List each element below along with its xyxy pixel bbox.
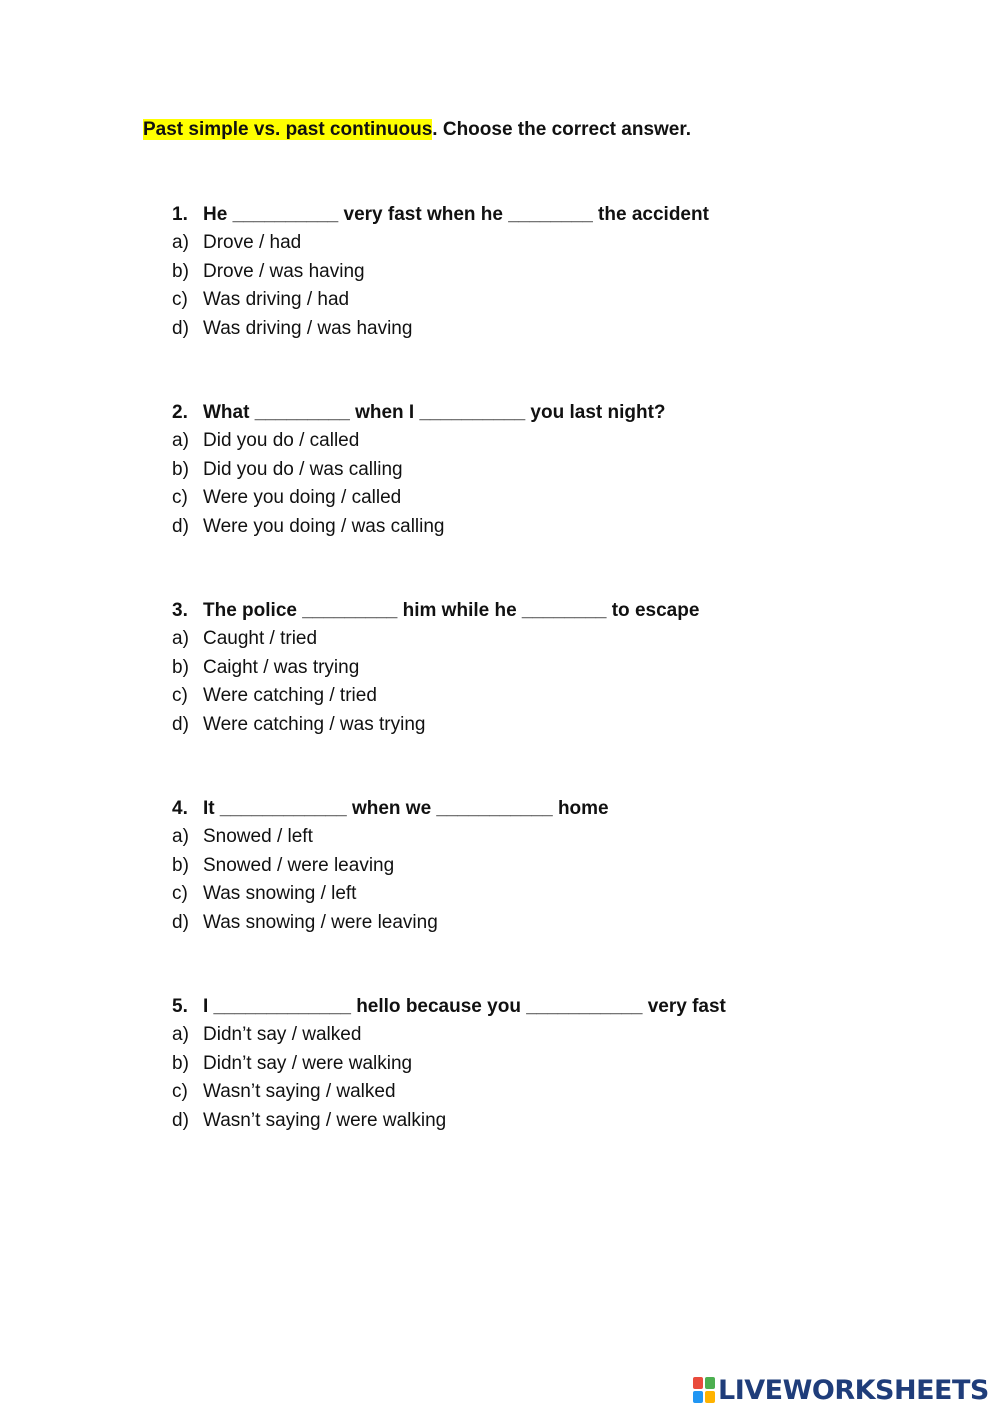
option-text: Wasn’t saying / were walking [203,1109,447,1131]
option-b[interactable] [172,1050,872,1079]
option-b[interactable] [172,258,872,287]
liveworksheets-logo-icon [693,1377,715,1403]
option-text: Was driving / was having [203,317,413,339]
question-number: 3. [172,600,188,621]
option-text: Was driving / had [203,289,350,310]
option-text: Drove / was having [203,260,365,282]
option-a[interactable] [172,823,872,852]
question-prompt [172,399,872,427]
question-1 [172,201,872,343]
option-text: Did you do / was calling [203,458,403,480]
option-text: Did you do / called [203,430,360,451]
option-letter: b) [172,458,189,480]
question-text: The police _________ him while he ________ to escape [203,600,700,621]
option-text: Were you doing / called [203,487,402,508]
option-b[interactable] [172,654,872,683]
option-letter: d) [172,515,189,537]
option-c[interactable] [172,1078,872,1107]
option-letter: a) [172,232,189,253]
option-a[interactable] [172,427,872,456]
option-letter: c) [172,883,188,904]
title-highlight: Past simple vs. past continuous [143,119,433,140]
question-number: 4. [172,798,188,819]
question-number: 2. [172,402,188,423]
option-text: Caight / was trying [203,656,360,678]
liveworksheets-logo [693,1374,989,1406]
logo-square-blue [693,1391,703,1403]
option-text: Didn’t say / were walking [203,1052,413,1074]
option-text: Wasn’t saying / walked [203,1081,396,1102]
option-c[interactable] [172,484,872,513]
option-letter: b) [172,260,189,282]
question-number: 1. [172,204,188,225]
option-letter: a) [172,430,189,451]
option-d[interactable] [172,909,872,938]
option-text: Were catching / tried [203,685,377,706]
worksheet-title [143,119,691,141]
question-4 [172,795,872,937]
option-text: Were you doing / was calling [203,515,445,537]
question-3 [172,597,872,739]
option-a[interactable] [172,1021,872,1050]
logo-square-red [693,1377,703,1389]
option-a[interactable] [172,625,872,654]
option-b[interactable] [172,852,872,881]
liveworksheets-brand-text: LIVEWORKSHEETS [718,1374,989,1406]
option-d[interactable] [172,711,872,740]
question-5 [172,993,872,1135]
option-c[interactable] [172,286,872,315]
option-text: Was snowing / were leaving [203,911,438,933]
question-prompt [172,597,872,625]
option-letter: c) [172,487,188,508]
question-text: I _____________ hello because you ___________ very fast [203,996,726,1017]
option-text: Caught / tried [203,628,318,649]
option-text: Snowed / were leaving [203,854,395,876]
option-letter: b) [172,854,189,876]
option-letter: b) [172,1052,189,1074]
option-letter: b) [172,656,189,678]
option-text: Was snowing / left [203,883,357,904]
option-letter: a) [172,1024,189,1045]
option-c[interactable] [172,682,872,711]
option-letter: c) [172,685,188,706]
question-text: He __________ very fast when he ________ the accident [203,204,709,225]
option-letter: a) [172,628,189,649]
option-d[interactable] [172,315,872,344]
option-a[interactable] [172,229,872,258]
option-b[interactable] [172,456,872,485]
option-text: Drove / had [203,232,302,253]
question-text: It ____________ when we ___________ home [203,798,609,819]
option-letter: d) [172,713,189,735]
option-letter: c) [172,1081,188,1102]
question-text: What _________ when I __________ you last night? [203,402,666,423]
option-text: Were catching / was trying [203,713,426,735]
logo-square-yellow [705,1391,715,1403]
option-c[interactable] [172,880,872,909]
option-letter: d) [172,1109,189,1131]
option-d[interactable] [172,513,872,542]
question-prompt [172,795,872,823]
logo-square-green [705,1377,715,1389]
question-2 [172,399,872,541]
option-letter: d) [172,911,189,933]
question-number: 5. [172,996,188,1017]
option-text: Didn’t say / walked [203,1024,362,1045]
option-text: Snowed / left [203,826,313,847]
option-letter: a) [172,826,189,847]
option-letter: d) [172,317,189,339]
question-prompt [172,993,872,1021]
option-d[interactable] [172,1107,872,1136]
option-letter: c) [172,289,188,310]
title-instruction: . Choose the correct answer. [432,119,691,140]
question-prompt [172,201,872,229]
